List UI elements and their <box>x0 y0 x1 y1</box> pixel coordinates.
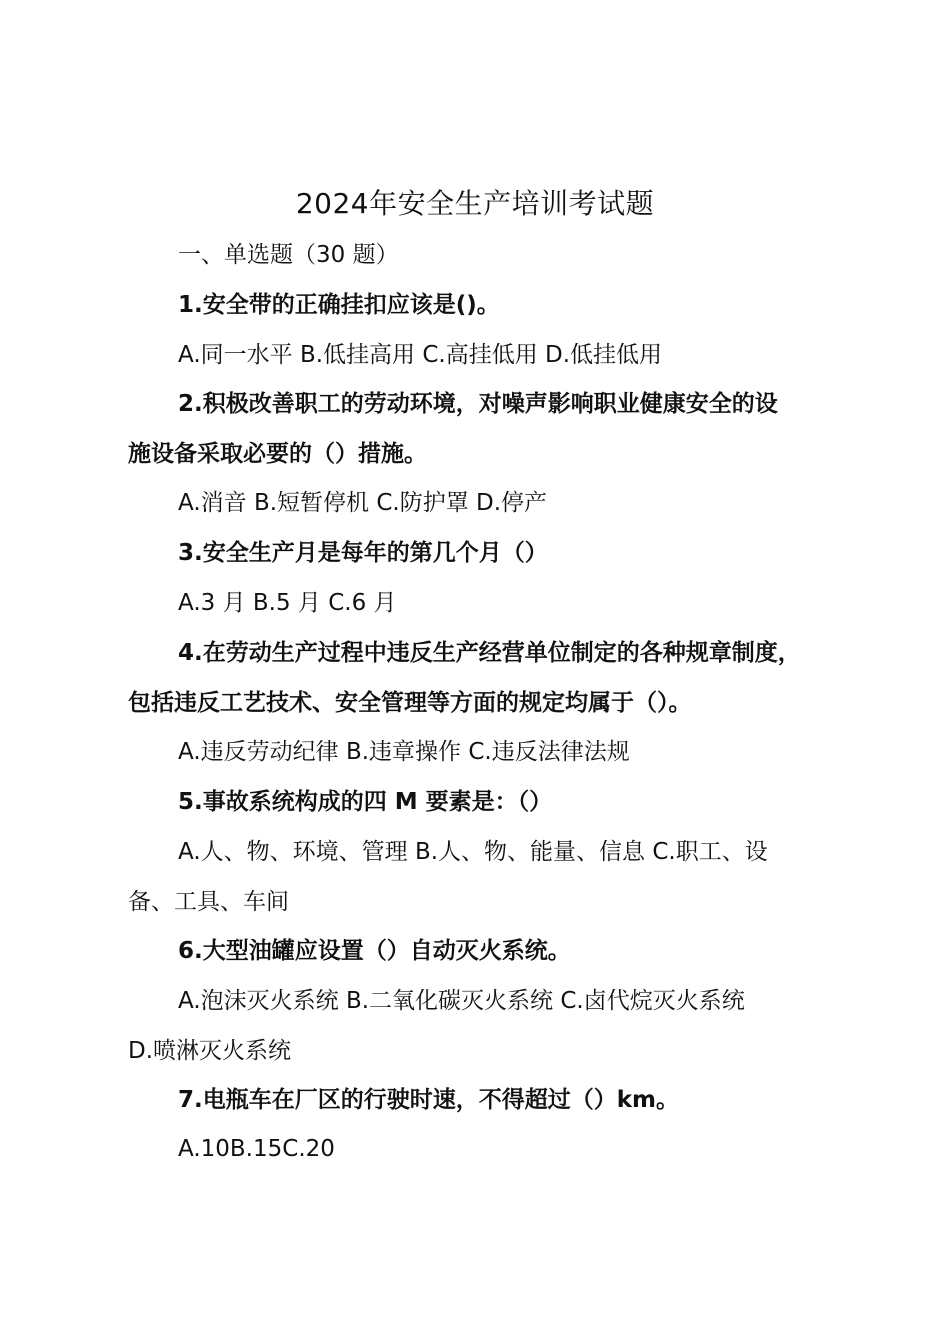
question-4-options: A.违反劳动纪律 B.违章操作 C.违反法律法规 <box>178 739 630 765</box>
question-1-options: A.同一水平 B.低挂高用 C.高挂低用 D.低挂低用 <box>178 342 663 368</box>
question-7-options: A.10B.15C.20 <box>178 1136 335 1162</box>
question-6-options-cont: D.喷淋灭火系统 <box>128 1038 292 1064</box>
question-5-options-cont: 备、工具、车间 <box>128 889 289 915</box>
document-title: 2024年安全生产培训考试题 <box>295 187 655 220</box>
question-2-stem: 2.积极改善职工的劳动环境，对噪声影响职业健康安全的设 <box>178 391 778 417</box>
question-6-stem: 6.大型油罐应设置（）自动灭火系统。 <box>178 938 571 964</box>
question-1-stem: 1.安全带的正确挂扣应该是()。 <box>178 292 500 318</box>
question-2-stem-cont: 施设备采取必要的（）措施。 <box>128 441 427 467</box>
question-7-stem: 7.电瓶车在厂区的行驶时速，不得超过（）km。 <box>178 1087 680 1113</box>
question-6-options: A.泡沫灭火系统 B.二氧化碳灭火系统 C.卤代烷灭火系统 <box>178 988 745 1014</box>
question-4-stem-cont: 包括违反工艺技术、安全管理等方面的规定均属于（）。 <box>128 690 692 716</box>
question-5-stem: 5.事故系统构成的四 M 要素是：（） <box>178 789 553 815</box>
question-3-options: A.3 月 B.5 月 C.6 月 <box>178 590 397 616</box>
section-heading: 一、单选题（30 题） <box>178 242 399 268</box>
question-4-stem: 4.在劳动生产过程中违反生产经营单位制定的各种规章制度， <box>178 640 801 666</box>
question-5-options: A.人、物、环境、管理 B.人、物、能量、信息 C.职工、设 <box>178 839 768 865</box>
question-3-stem: 3.安全生产月是每年的第几个月（） <box>178 540 548 566</box>
question-2-options: A.消音 B.短暂停机 C.防护罩 D.停产 <box>178 490 548 516</box>
